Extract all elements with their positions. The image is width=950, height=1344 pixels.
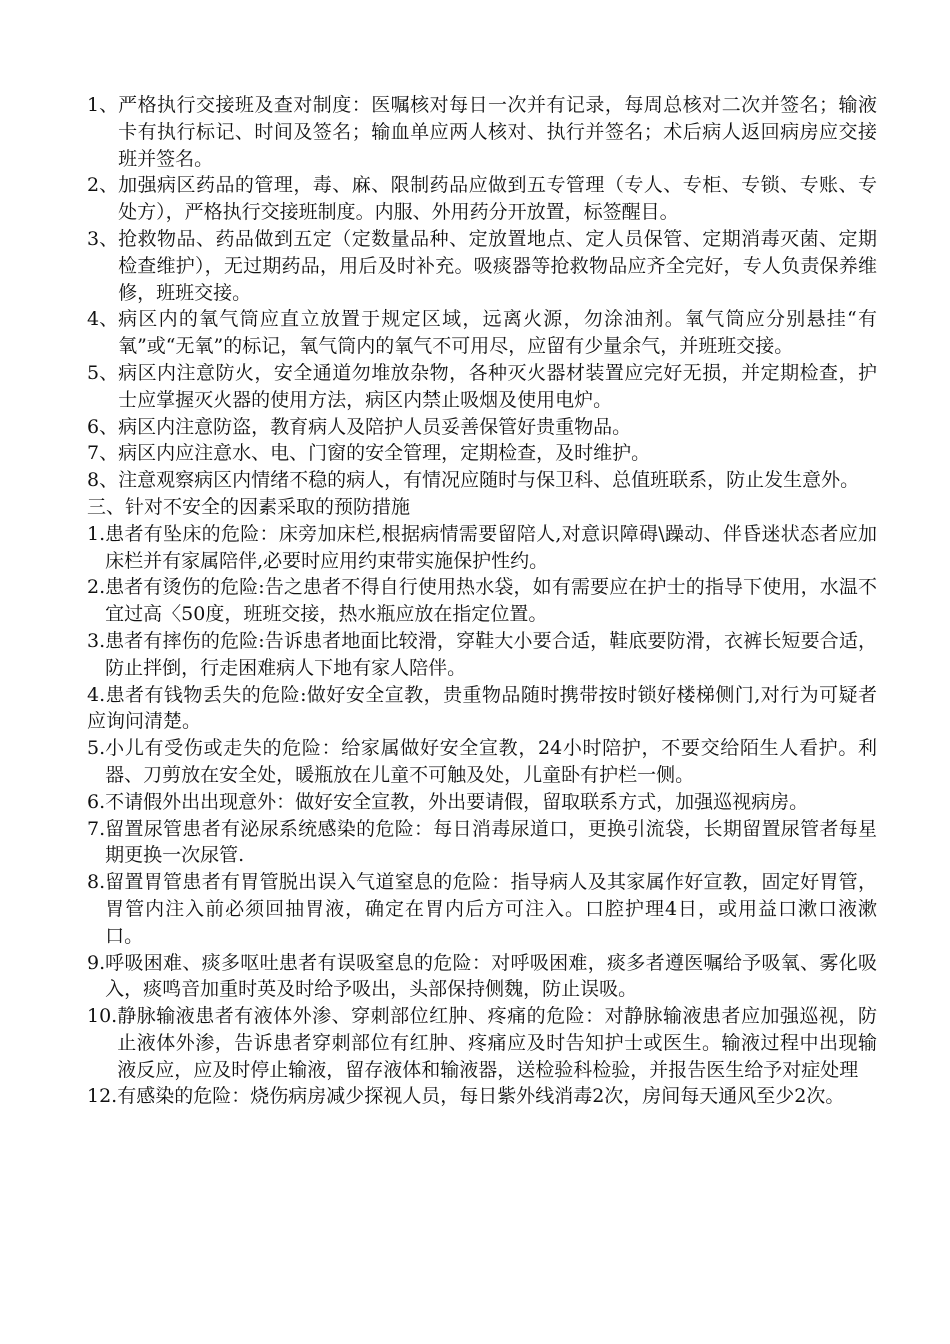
measure-item-text: 呼吸困难、痰多呕吐患者有误吸窒息的危险：对呼吸困难，痰多者遵医嘱给予吸氧、雾化吸入，痰鸣音加重时英及时给予吸出，头部保持侧魏，防止误吸。 xyxy=(105,951,877,1001)
measure-item-number: 12. xyxy=(87,1085,118,1108)
rule-item-number: 6、 xyxy=(87,415,119,438)
measure-item-number: 3. xyxy=(87,629,106,652)
measure-item xyxy=(87,735,877,789)
rule-item-text: 病区内的氧气筒应直立放置于规定区域，远离火源，勿涂油剂。氧气筒应分别悬挂“有氧”或“无氧”的标记，氧气筒内的氧气不可用尽，应留有少量余气，并班班交接。 xyxy=(118,308,877,358)
rule-item xyxy=(87,440,877,467)
measure-item-number: 8. xyxy=(87,871,106,894)
measure-item-text: 留置胃管患者有胃管脱出误入气道窒息的危险：指导病人及其家属作好宣教，固定好胃管，胃管内注入前必须回抽胃液，确定在胃内后方可注入。口腔护理4日，或用益口漱口液漱口。 xyxy=(105,871,877,947)
measure-item-text: 患者有坠床的危险：床旁加床栏,根据病情需要留陪人,对意识障碍\躁动、伴昏迷状态者应加床栏并有家属陪伴,必要时应用约束带实施保护性约。 xyxy=(105,522,877,572)
rule-item xyxy=(87,226,877,306)
rule-item-text: 加强病区药品的管理，毒、麻、限制药品应做到五专管理（专人、专柜、专锁、专账、专处方），严格执行交接班制度。内服、外用药分开放置，标签醒目。 xyxy=(118,174,877,224)
rule-item-number: 3、 xyxy=(87,227,119,250)
measure-item-number: 10. xyxy=(87,1005,118,1028)
measure-item-number: 4. xyxy=(87,683,106,706)
rule-item xyxy=(87,467,877,494)
measure-item-text: 患者有钱物丢失的危险:做好安全宣教，贵重物品随时携带按时锁好楼梯侧门,对行为可疑者应询问清楚。 xyxy=(87,683,877,733)
preventive-measures-list xyxy=(87,521,877,1111)
measure-item xyxy=(87,816,877,870)
measure-item-text: 留置尿管患者有泌尿系统感染的危险：每日消毒尿道口，更换引流袋，长期留置尿管者每星期更换一次尿管. xyxy=(105,817,877,867)
rule-item-number: 5、 xyxy=(87,361,119,384)
measure-item-number: 7. xyxy=(87,817,106,840)
measure-item xyxy=(87,682,877,736)
measure-item xyxy=(87,1003,877,1083)
rule-item-number: 8、 xyxy=(87,469,119,492)
rule-item xyxy=(87,306,877,360)
measure-item-number: 5. xyxy=(87,737,106,760)
measure-item-text: 不请假外出出现意外：做好安全宣教，外出要请假，留取联系方式，加强巡视病房。 xyxy=(105,790,809,813)
measure-item xyxy=(87,950,877,1004)
rule-item-number: 2、 xyxy=(87,174,119,197)
measure-item-text: 静脉输液患者有液体外渗、穿刺部位红肿、疼痛的危险：对静脉输液患者应加强巡视，防止液体外渗，告诉患者穿刺部位有红肿、疼痛应及时告知护士或医生。输液过程中出现输液反应，应及时停止输液，留存液体和输液器，送检验科检验，并报告医生给予对症处理 xyxy=(117,1005,877,1081)
safety-rules-list xyxy=(87,92,877,494)
document-page xyxy=(87,92,877,1110)
measure-item xyxy=(87,574,877,628)
measure-item-number: 1. xyxy=(87,522,106,545)
rule-item-number: 4、 xyxy=(87,308,119,331)
measure-item-number: 9. xyxy=(87,951,106,974)
measure-item xyxy=(87,628,877,682)
measure-item-number: 6. xyxy=(87,790,106,813)
rule-item-text: 严格执行交接班及查对制度：医嘱核对每日一次并有记录，每周总核对二次并签名；输液卡有执行标记、时间及签名；输血单应两人核对、执行并签名；术后病人返回病房应交接班并签名。 xyxy=(118,94,877,170)
rule-item-number: 7、 xyxy=(87,442,119,465)
measure-item xyxy=(87,789,877,816)
rule-item-text: 病区内注意防火，安全通道勿堆放杂物，各种灭火器材装置应完好无损，并定期检查，护士应掌握灭火器的使用方法，病区内禁止吸烟及使用电炉。 xyxy=(118,361,877,411)
rule-item-number: 1、 xyxy=(87,94,119,116)
measure-item-text: 患者有摔伤的危险:告诉患者地面比较滑，穿鞋大小要合适，鞋底要防滑，衣裤长短要合适，防止拌倒，行走困难病人下地有家人陪伴。 xyxy=(105,629,877,679)
measure-item xyxy=(87,1083,877,1110)
measure-item-text: 患者有烫伤的危险:告之患者不得自行使用热水袋，如有需要应在护士的指导下使用，水温不宜过高〈50度，班班交接，热水瓶应放在指定位置。 xyxy=(105,576,877,626)
rule-item-text: 病区内应注意水、电、门窗的安全管理，定期检查，及时维护。 xyxy=(118,442,651,465)
rule-item xyxy=(87,172,877,226)
measure-item-text: 有感染的危险：烧伤病房减少探视人员，每日紫外线消毒2次，房间每天通风至少2次。 xyxy=(117,1085,845,1108)
measure-item-number: 2. xyxy=(87,576,106,599)
rule-item-text: 注意观察病区内情绪不稳的病人，有情况应随时与保卫科、总值班联系，防止发生意外。 xyxy=(118,469,860,492)
rule-item-text: 病区内注意防盗，教育病人及陪护人员妥善保管好贵重物品。 xyxy=(118,415,632,438)
measure-item-text: 小儿有受伤或走失的危险：给家属做好安全宣教，24小时陪护，不要交给陌生人看护。利器、刀剪放在安全处，暖瓶放在儿童不可触及处，儿童卧有护栏一侧。 xyxy=(105,737,877,786)
measure-item xyxy=(87,521,877,575)
section-heading: 三、针对不安全的因素采取的预防措施 xyxy=(87,495,411,518)
rule-item xyxy=(87,92,877,172)
rule-item xyxy=(87,360,877,414)
measure-item xyxy=(87,869,877,949)
rule-item-text: 抢救物品、药品做到五定（定数量品种、定放置地点、定人员保管、定期消毒灭菌、定期检查维护），无过期药品，用后及时补充。吸痰器等抢救物品应齐全完好，专人负责保养维修，班班交接。 xyxy=(118,227,877,304)
rule-item xyxy=(87,414,877,441)
